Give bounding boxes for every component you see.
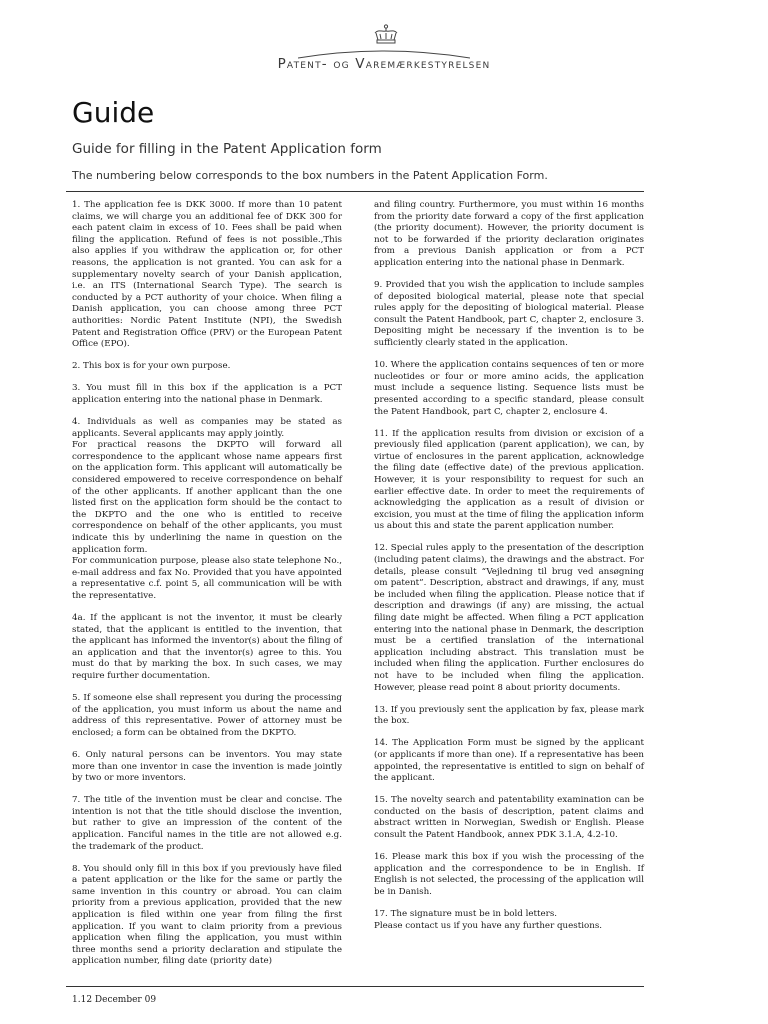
bottom-divider <box>66 986 644 987</box>
right-column <box>374 200 644 943</box>
intro-text: The numbering below corresponds to the box numbers in the Patent Application Form. <box>72 169 548 182</box>
guide-paragraph: 8. You should only fill in this box if you previously have filed a patent application or the like for the same or partly the same invention in this country or abroad. You can claim priority from a previous application, provided that the new application is filed within one year from filing the first application. If you want to claim priority from a previous application when filing the application, you must within three months send a priority declaration and stipulate the application number, filing date (priority date) <box>72 863 342 967</box>
guide-paragraph: 6. Only natural persons can be inventors. You may state more than one inventor in case the invention is made jointly by two or more inventors. <box>72 749 342 784</box>
left-column <box>72 200 342 979</box>
page-title: Guide <box>72 96 155 129</box>
organization-name: Patent- og Varemærkestyrelsen <box>277 56 491 72</box>
guide-paragraph: 11. If the application results from division or excision of a previously filed application (parent application), we can, by virtue of enclosures in the parent application, acknowledge the filing date (effective date) of the previous application. However, it is your responsibility to request for such an earlier effective date. In order to meet the requirements of acknowledging the application as a result of division or excision, you must at the time of filing the application inform us about this and state the parent application number. <box>374 428 644 532</box>
guide-paragraph: 4. Individuals as well as companies may be stated as applicants. Several applicants may apply jointly. For practical reasons the DKPTO will forward all correspondence to the applicant whose name appears first on the application form. This applicant will automatically be considered empowered to receive correspondence on behalf of the other applicants. If another applicant than the one listed first on the application form should be the contact to the DKPTO and the one who is entitled to receive correspondence on behalf of the other applicants, you must indicate this by underlining the name in question on the application form. For communication purpose, please also state telephone No., e-mail address and fax No. Provided that you have appointed a representative c.f. point 5, all communication will be with the representative. <box>72 417 342 601</box>
guide-paragraph: 4a. If the applicant is not the inventor, it must be clearly stated, that the applicant is entitled to the invention, that the applicant has informed the inventor(s) about the filing of an application and that the inventor(s) agree to this. You must do that by marking the box. In such cases, we may require further documentation. <box>72 613 342 681</box>
guide-paragraph: 1. The application fee is DKK 3000. If more than 10 patent claims, we will charge you an additional fee of DKK 300 for each patent claim in excess of 10. Fees shall be paid when filing the application. Refund of fees is not possible.,This also applies if you withdraw the application or, for other reasons, the application is not granted. You can ask for a supplementary novelty search of your Danish application, i.e. an ITS (International Search Type). The search is conducted by a PCT authority of your choice. When filing a Danish application, you can choose among three PCT authorities: Nordic Patent Institute (NPI), the Swedish Patent and Registration Office (PRV) or the European Patent Office (EPO). <box>72 200 342 350</box>
guide-paragraph: 9. Provided that you wish the application to include samples of deposited biological material, please note that special rules apply for the depositing of biological material. Please consult the Patent Handbook, part C, chapter 2, enclosure 3. Depositing might be necessary if the invention is to be sufficiently clearly stated in the application. <box>374 280 644 349</box>
guide-paragraph: 5. If someone else shall represent you during the processing of the application, you must inform us about the name and address of this representative. Power of attorney must be enclosed; a form can be obtained from the DKPTO. <box>72 693 342 738</box>
guide-paragraph: 15. The novelty search and patentability examination can be conducted on the basis of description, patent claims and abstract written in Norwegian, Swedish or English. Please consult the Patent Handbook, annex PDK 3.1.A, 4.2-10. <box>374 795 644 840</box>
guide-paragraph: 7. The title of the invention must be clear and concise. The intention is not that the title should disclose the invention, but rather to give an impression of the content of the application. Fanciful names in the title are not allowed e.g. the trademark of the product. <box>72 795 342 852</box>
guide-paragraph: 3. You must fill in this box if the application is a PCT application entering into the national phase in Denmark. <box>72 383 342 405</box>
guide-paragraph: 2. This box is for your own purpose. <box>72 361 231 372</box>
guide-paragraph: 16. Please mark this box if you wish the processing of the application and the correspondence to be in English. If English is not selected, the processing of the application will be in Danish. <box>374 852 644 897</box>
footer-date: 1.12 December 09 <box>72 995 157 1005</box>
page-subtitle: Guide for filling in the Patent Application form <box>72 141 382 157</box>
guide-paragraph: 14. The Application Form must be signed by the applicant (or applicants if more than one). If a representative has been appointed, the representative is entitled to sign on behalf of the applicant. <box>374 738 644 784</box>
guide-paragraph: 13. If you previously sent the application by fax, please mark the box. <box>374 704 644 727</box>
guide-paragraph: 12. Special rules apply to the presentation of the description (including patent claims), the drawings and the abstract. For details, please consult “Vejledning til brug ved ansøgning om patent”. Description, abstract and drawings, if any, must be included when filing the application. Please notice that if description and drawings (if any) are missing, the actual filing date might be affected. When filing a PCT application entering into the national phase in Denmark, the description must be a certified translation of the international application including abstract. This translation must be included when filing the application. Further enclosures do not have to be included when filing the application. However, please read point 8 about priority documents. <box>374 543 644 693</box>
guide-paragraph: 10. Where the application contains sequences of ten or more nucleotides or four or more amino acids, the application must include a sequence listing. Sequence lists must be presented according to a specific standard, please consult the Patent Handbook, part C, chapter 2, enclosure 4. <box>374 360 644 417</box>
crown-icon <box>372 24 400 46</box>
top-divider <box>66 191 644 192</box>
guide-paragraph: and filing country. Furthermore, you must within 16 months from the priority date forward a copy of the first application (the priority document). However, the priority document is not to be forwarded if the priority declaration originates from a previous Danish application or from a PCT application entering into the national phase in Denmark. <box>374 200 644 268</box>
guide-paragraph: 17. The signature must be in bold letters. Please contact us if you have any further questions. <box>374 908 603 931</box>
